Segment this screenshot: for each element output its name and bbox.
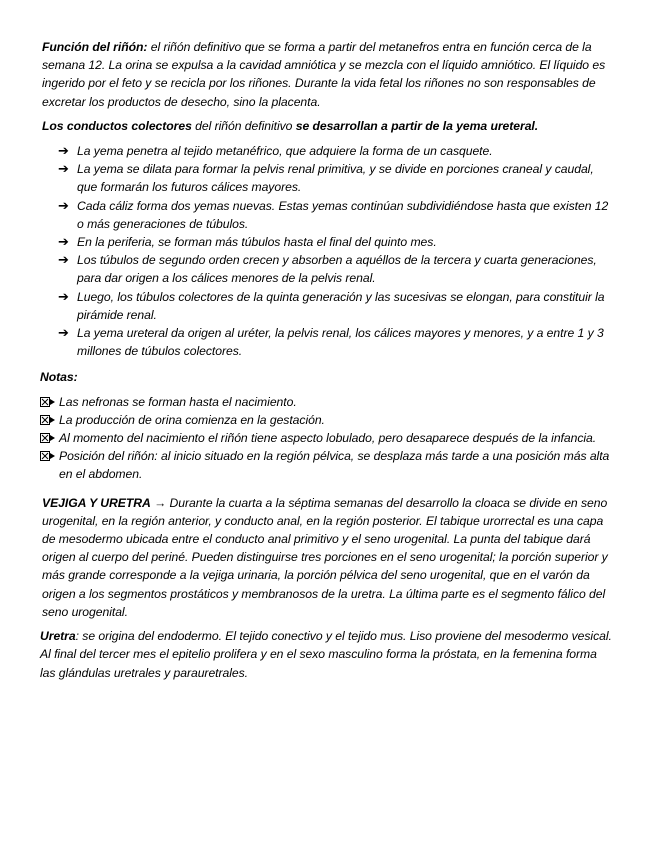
list-item xyxy=(40,288,615,324)
arrow-right-icon: ➔ xyxy=(58,325,69,341)
list-item xyxy=(40,411,615,429)
development-steps-list xyxy=(40,142,615,360)
list-item xyxy=(40,447,615,483)
step-text: Luego, los túbulos colectores de la quinta generación y las sucesivas se elongan, para constituir la pirámide renal. xyxy=(77,289,605,322)
urethra-text: : se origina del endodermo. El tejido conectivo y el tejido mus. Liso proviene del mesodermo vesical. Al final del tercer mes el epitelio prolifera y en el sexo masculino forma la próstata, en la femenina forma las glándulas uretrales y parauretrales. xyxy=(40,629,612,680)
bladder-urethra-label: VEJIGA Y URETRA xyxy=(42,495,151,510)
x-box-arrow-icon xyxy=(40,397,50,407)
arrow-right-icon: ➔ xyxy=(58,143,69,159)
step-text: Los túbulos de segundo orden crecen y absorben a aquéllos de la tercera y cuarta generaciones, para dar origen a los cálices menores de la pelvis renal. xyxy=(77,253,597,286)
note-text: Las nefronas se forman hasta el nacimiento. xyxy=(59,394,297,409)
step-text: La yema penetra al tejido metanéfrico, que adquiere la forma de un casquete. xyxy=(77,144,493,159)
note-text: Posición del riñón: al inicio situado en la región pélvica, se desplaza más tarde a una posición más alta en el abdomen. xyxy=(59,449,610,482)
kidney-function-paragraph xyxy=(40,38,615,111)
arrow-tip-icon xyxy=(50,417,55,423)
arrow-right-icon: ➔ xyxy=(58,252,69,268)
list-item xyxy=(40,324,615,360)
kidney-function-text: el riñón definitivo que se forma a partir del metanefros entra en función cerca de la semana 12. La orina se expulsa a la cavidad amniótica y se mezcla con el líquido amniótico. El líquido es ingerido por el feto y se recicla por los riñones. Durante la vida fetal los riñones no son responsables de excretar los productos de desecho, sino la placenta. xyxy=(42,40,606,109)
urethra-paragraph xyxy=(40,627,615,682)
kidney-function-label: Función del riñón: xyxy=(42,40,148,54)
arrow-tip-icon xyxy=(50,435,55,441)
collecting-ducts-term: Los conductos colectores xyxy=(42,118,192,133)
step-text: Cada cáliz forma dos yemas nuevas. Estas yemas continúan subdividiéndose hasta que existen 12 o más generaciones de túbulos. xyxy=(77,198,609,231)
collecting-ducts-middle: del riñón definitivo xyxy=(191,118,296,133)
list-item xyxy=(40,142,615,160)
arrow-tip-icon xyxy=(50,399,55,405)
step-text: La yema ureteral da origen al uréter, la pelvis renal, los cálices mayores y menores, y a entre 1 y 3 millones de túbulos colectores. xyxy=(77,326,604,359)
bladder-urethra-paragraph xyxy=(40,494,615,621)
list-item xyxy=(40,233,615,251)
list-item xyxy=(40,429,615,447)
arrow-right-icon: ➔ xyxy=(58,161,69,177)
step-text: En la periferia, se forman más túbulos hasta el final del quinto mes. xyxy=(77,235,437,250)
notes-list xyxy=(40,393,615,484)
notes-title: Notas: xyxy=(40,370,78,385)
note-text: Al momento del nacimiento el riñón tiene aspecto lobulado, pero desaparece después de la infancia. xyxy=(59,431,597,446)
arrow-tip-icon xyxy=(50,453,55,459)
urethra-label: Uretra xyxy=(40,629,76,644)
list-item xyxy=(40,393,615,411)
arrow-right-icon: ➔ xyxy=(58,288,69,304)
arrow-right-icon: ➔ xyxy=(58,234,69,250)
bladder-urethra-text: → Durante la cuarta a la séptima semanas del desarrollo la cloaca se divide en seno urogenital, en la región anterior, y conducto anal, en la región posterior. El tabique urorrectal es una capa de mesodermo ubicada entre el conducto anal primitivo y el seno urogenital. La punta del tabique dará origen al cuerpo del periné. Pueden distinguirse tres porciones en el seno urogenital; la porción superior y más grande corresponde a la vejiga urinaria, la porción pélvica del seno urogenital, que en el varón da origen a los segmentos prostáticos y membranosos de la uretra. La última parte es el segmento fálico del seno urogenital. xyxy=(42,495,608,619)
note-text: La producción de orina comienza en la gestación. xyxy=(59,412,325,427)
x-box-arrow-icon xyxy=(40,433,50,443)
list-item xyxy=(40,251,615,287)
x-box-arrow-icon xyxy=(40,415,50,425)
step-text: La yema se dilata para formar la pelvis renal primitiva, y se divide en porciones craneal y caudal, que formarán los futuros cálices mayores. xyxy=(77,162,594,195)
list-item xyxy=(40,160,615,196)
collecting-ducts-origin: se desarrollan a partir de la yema ureteral. xyxy=(295,118,539,133)
arrow-right-icon: ➔ xyxy=(58,197,69,213)
list-item xyxy=(40,197,615,233)
collecting-ducts-heading xyxy=(40,117,615,135)
x-box-arrow-icon xyxy=(40,451,50,461)
